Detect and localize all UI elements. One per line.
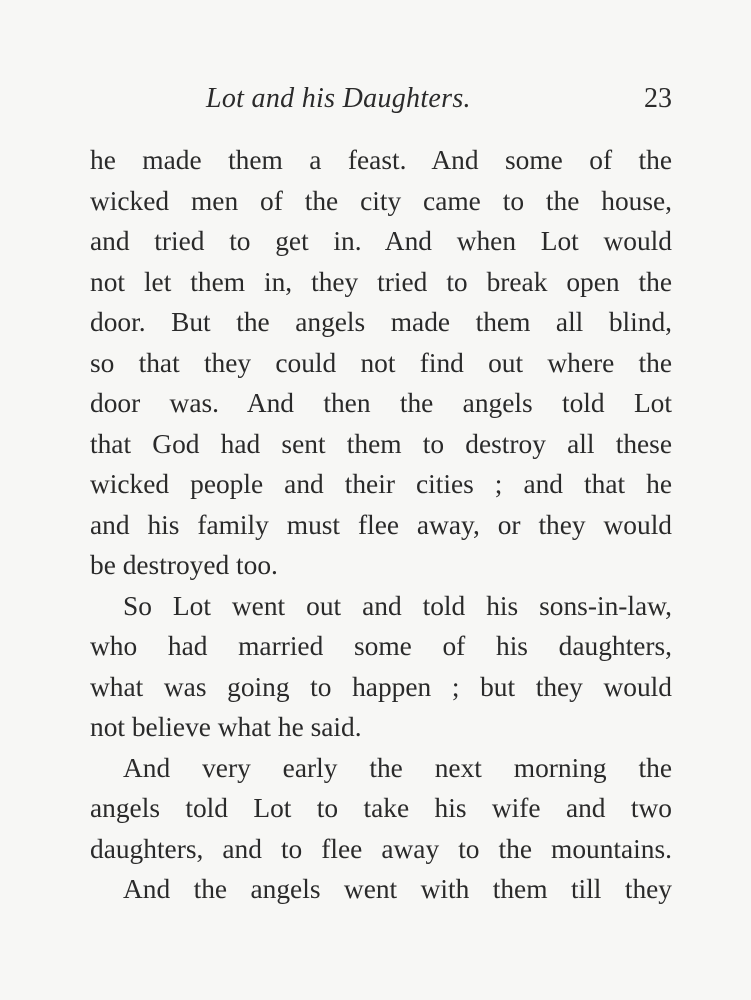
text-line: door was. And then the angels told Lot [90,388,672,418]
text-line: wicked people and their cities ; and that he [90,469,672,499]
paragraph-1 [90,140,672,586]
text-line: daughters, and to flee away to the mountains. [90,833,672,864]
text-line: he made them a feast. And some of the [90,145,672,175]
body-text [90,140,672,910]
paragraph-3 [90,748,672,870]
text-line: be destroyed too. [90,550,278,580]
text-line: who had married some of his daughters, [90,631,672,661]
text-line: not let them in, they tried to break open the [90,266,672,297]
text-line: what was going to happen ; but they would [90,671,672,702]
running-head [90,83,676,123]
text-line: wicked men of the city came to the house, [90,185,672,216]
paragraph-2 [90,586,672,748]
running-title: Lot and his Daughters. [206,83,471,114]
text-line: door. But the angels made them all blind, [90,307,672,337]
page-number: 23 [644,83,672,114]
text-line: that God had sent them to destroy all these [90,428,672,459]
text-line: angels told Lot to take his wife and two [90,793,672,823]
text-line: So Lot went out and told his sons-in-law, [123,590,672,621]
text-line: not believe what he said. [90,712,362,742]
text-line: so that they could not find out where the [90,347,672,378]
text-line: and tried to get in. And when Lot would [90,226,672,256]
text-line: And the angels went with them till they [123,874,672,904]
paragraph-4 [90,869,672,910]
text-line: And very early the next morning the [123,752,672,783]
text-line: and his family must flee away, or they would [90,509,672,540]
